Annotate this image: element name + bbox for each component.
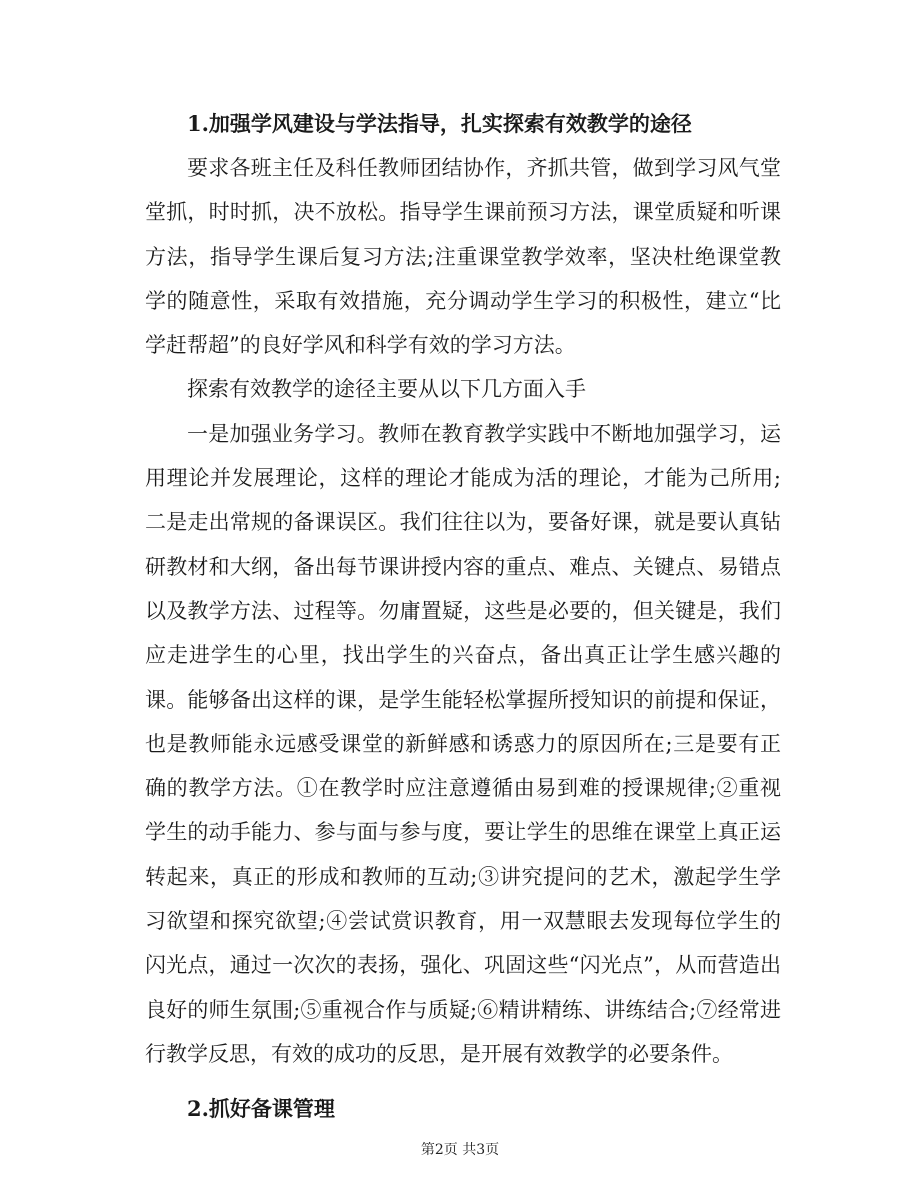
section-1-heading: 1.加强学风建设与学法指导，扎实探索有效教学的途径 xyxy=(187,111,692,136)
page-number-footer: 第2页 共3页 xyxy=(420,1142,500,1158)
section-1-paragraph-1: 要求各班主任及科任教师团结协作，齐抓共管，做到学习风气堂堂抓，时时抓，决不放松。指导学生课前预习方法，课堂质疑和听课方法，指导学生课后复习方法;注重课堂教学效率，坚决杜绝课堂教学的随意性，采取有效措施，充分调动学生学习的积极性，建立“比学赶帮超”的良好学风和科学有效的学习方法。 xyxy=(145,156,781,358)
document-body xyxy=(145,102,781,1131)
section-1-paragraph-2: 探索有效教学的途径主要从以下几方面入手 xyxy=(187,377,586,402)
section-2-heading: 2.抓好备课管理 xyxy=(187,1096,335,1122)
section-1-paragraph-3: 一是加强业务学习。教师在教育教学实践中不断地加强学习，运用理论并发展理论，这样的理论才能成为活的理论，才能为己所用;二是走出常规的备课误区。我们往往以为，要备好课，就是要认真钻研教材和大纲，备出每节课讲授内容的重点、难点、关键点、易错点以及教学方法、过程等。勿庸置疑，这些是必要的，但关键是，我们应走进学生的心里，找出学生的兴奋点，备出真正让学生感兴趣的课。能够备出这样的课，是学生能轻松掌握所授知识的前提和保证，也是教师能永远感受课堂的新鲜感和诱惑力的原因所在;三是要有正确的教学方法。①在教学时应注意遵循由易到难的授课规律;②重视学生的动手能力、参与面与参与度，要让学生的思维在课堂上真正运转起来，真正的形成和教师的互动;③讲究提问的艺术，激起学生学习欲望和探究欲望;④尝试赏识教育，用一双慧眼去发现每位学生的闪光点，通过一次次的表扬，强化、巩固这些“闪光点”，从而营造出良好的师生氛围;⑤重视合作与质疑;⑥精讲精练、讲练结合;⑦经常进行教学反思，有效的成功的反思，是开展有效教学的必要条件。 xyxy=(145,421,781,1066)
